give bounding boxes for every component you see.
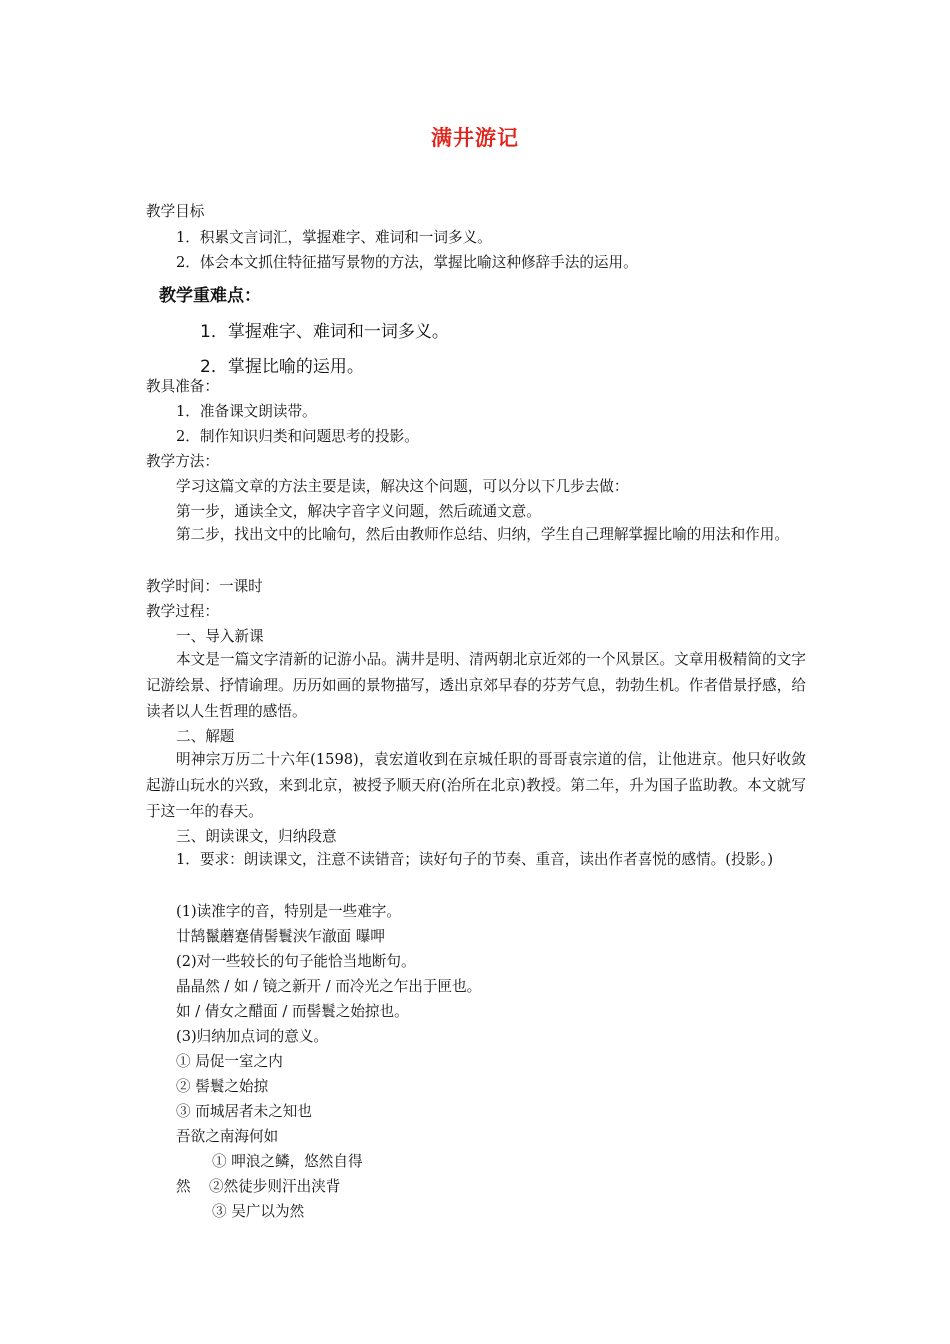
teaching-time: 教学时间：一课时 [146,578,263,595]
section-paragraph: 明神宗万历二十六年(1598)，袁宏道收到在京城任职的哥哥袁宗道的信，让他进京。他只好收敛起游山玩水的兴致，来到北京，被授予顺天府(治所在北京)教授。第二年，升为国子监助教。本文就写于这一年的春天。 [146,751,806,820]
reading-requirement: 1．要求：朗读课文，注意不读错音；读好句子的节奏、重音，读出作者喜悦的感情。(投影。) [176,851,774,868]
word-example: ③ 吴广以为然 [212,1203,305,1220]
word-label-ran: 然 [176,1178,191,1195]
difficult-chars: 廿鹄鬣蘑蹇倩髻鬟浃乍澈面 曝呷 [176,928,385,945]
word-example: ②然徒步则汗出浃背 [209,1178,341,1195]
sub-item: (3)归纳加点词的意义。 [176,1028,329,1045]
sub-item: (2)对一些较长的句子能恰当地断句。 [176,953,416,970]
method-line: 第二步，找出文中的比喻句，然后由教师作总结、归纳，学生自己理解掌握比喻的用法和作用。 [176,526,789,543]
sentence-break: 晶晶然 / 如 / 镜之新开 / 而冷光之乍出于匣也。 [176,978,482,995]
section-heading: 三、朗读课文，归纳段意 [176,828,337,845]
word-example: ③ 而城居者未之知也 [176,1103,312,1120]
key-points-heading: 教学重难点： [159,286,261,306]
tool-item: 1．准备课文朗读带。 [176,403,317,420]
word-example: ① 呷浪之鳞，悠然自得 [212,1153,363,1170]
method-heading: 教学方法： [146,453,219,470]
process-heading: 教学过程： [146,603,219,620]
section-paragraph: 本文是一篇文字清新的记游小品。满井是明、清两朝北京近郊的一个风景区。文章用极精简的文字记游绘景、抒情谕理。历历如画的景物描写，透出京郊早春的芬芳气息，勃勃生机。作者借景抒感，给读者以人生哲理的感悟。 [146,651,806,720]
sub-item: (1)读准字的音，特别是一些难字。 [176,903,401,920]
method-line: 第一步，通读全文，解决字音字义问题，然后疏通文意。 [176,503,541,520]
page-title: 满井游记 [431,126,519,150]
key-point-item: 1．掌握难字、难词和一词多义。 [200,322,449,342]
section-heading: 二、解题 [176,728,235,745]
method-line: 学习这篇文章的方法主要是读，解决这个问题，可以分以下几步去做： [176,478,629,495]
word-example: ② 髻鬟之始掠 [176,1078,269,1095]
goal-item: 1．积累文言词汇，掌握难字、难词和一词多义。 [176,229,492,246]
sentence-break: 如 / 倩女之醋面 / 而髻鬟之始掠也。 [176,1003,409,1020]
key-point-item: 2．掌握比喻的运用。 [200,357,364,377]
word-example: 吾欲之南海何如 [176,1128,279,1145]
word-example: ① 局促一室之内 [176,1053,283,1070]
goal-item: 2．体会本文抓住特征描写景物的方法，掌握比喻这种修辞手法的运用。 [176,254,638,271]
tool-item: 2．制作知识归类和问题思考的投影。 [176,428,419,445]
tools-heading: 教具准备： [146,378,219,395]
section-heading: 一、导入新课 [176,628,264,645]
goals-heading: 教学目标 [146,203,205,220]
